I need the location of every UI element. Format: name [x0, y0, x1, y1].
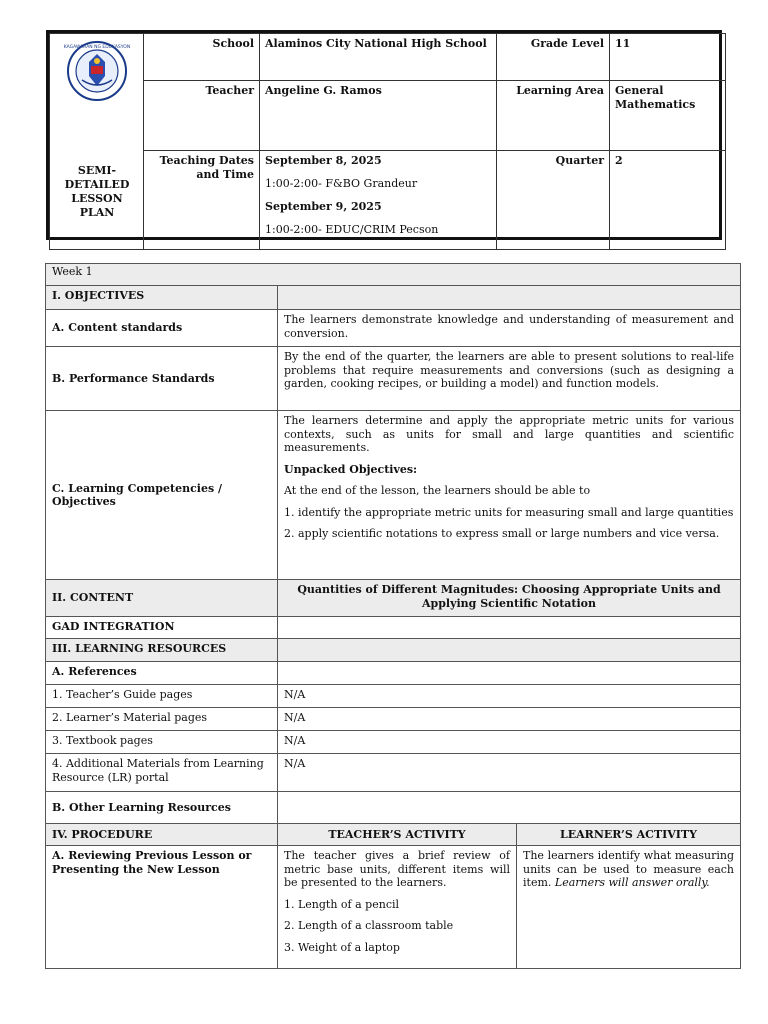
- content-topic: Quantities of Different Magnitudes: Choosing Appropriate Units and Applying Scientific Notation: [278, 580, 741, 617]
- review-item-2: 2. Length of a classroom table: [284, 919, 454, 932]
- teaching-dates-value: [260, 151, 497, 250]
- content-label: II. CONTENT: [46, 580, 278, 617]
- learner-activity-header: LEARNER’S ACTIVITY: [517, 824, 741, 846]
- time-1: 1:00-2:00- F&BO Grandeur: [265, 177, 418, 190]
- other-resources-label: B. Other Learning Resources: [46, 792, 278, 824]
- review-item-3: 3. Weight of a laptop: [284, 940, 400, 954]
- content-standards-label: A. Content standards: [46, 310, 278, 347]
- school-label: School: [144, 34, 260, 81]
- week-label: Week 1: [52, 265, 93, 278]
- unpacked-intro: At the end of the lesson, the learners should be able to: [284, 484, 591, 497]
- review-learner-text: The learners identify what measuring units can be used to measure each item.: [523, 849, 735, 889]
- deped-seal-logo: [58, 40, 136, 102]
- date-1: September 8, 2025: [265, 154, 382, 167]
- quarter-label: Quarter: [497, 151, 610, 250]
- teachers-guide-label: 1. Teacher’s Guide pages: [46, 685, 278, 708]
- competencies-cell: [278, 411, 741, 580]
- additional-materials-label: 4. Additional Materials from Learning Resource (LR) portal: [46, 754, 278, 792]
- references-label: A. References: [46, 662, 278, 685]
- textbook-pages-value: N/A: [278, 731, 741, 754]
- grade-level-label: Grade Level: [497, 34, 610, 81]
- other-resources-value: [278, 792, 741, 824]
- performance-standards-text: By the end of the quarter, the learners are able to present solutions to real-life problems that require measurements and conversions (such as designing a garden, cooking recipes, or building a model) and function models.: [278, 347, 741, 411]
- logo-cell: [50, 34, 144, 250]
- performance-standards-label: B. Performance Standards: [46, 347, 278, 411]
- learning-resources-blank: [278, 639, 741, 662]
- time-2: 1:00-2:00- EDUC/CRIM Pecson: [265, 223, 439, 236]
- gad-integration-value: [278, 617, 741, 639]
- review-learner-italic: Learners will answer orally.: [554, 876, 710, 889]
- competencies-label: C. Learning Competencies / Objectives: [46, 411, 278, 580]
- teacher-value: Angeline G. Ramos: [260, 81, 497, 151]
- learners-material-label: 2. Learner’s Material pages: [46, 708, 278, 731]
- teachers-guide-value: N/A: [278, 685, 741, 708]
- review-learner-cell: [517, 846, 741, 969]
- gad-integration-label: GAD INTEGRATION: [46, 617, 278, 639]
- procedure-label: IV. PROCEDURE: [46, 824, 278, 846]
- quarter-value: 2: [610, 151, 726, 250]
- unpacked-heading: Unpacked Objectives:: [284, 462, 418, 476]
- plan-title: SEMI- DETAILED LESSON PLAN: [64, 164, 130, 219]
- competencies-text: The learners determine and apply the appropriate metric units for various contexts, such as units for small and large quantities and scientific measurements.: [284, 414, 735, 454]
- review-item-1: 1. Length of a pencil: [284, 897, 400, 911]
- lesson-plan-table: [45, 263, 740, 969]
- teacher-label: Teacher: [144, 81, 260, 151]
- svg-text:KAGAWARAN NG EDUKASYON: KAGAWARAN NG EDUKASYON: [63, 45, 131, 50]
- review-lesson-label: A. Reviewing Previous Lesson or Presenting the New Lesson: [46, 846, 278, 969]
- week-row: [46, 264, 741, 286]
- learners-material-value: N/A: [278, 708, 741, 731]
- learning-area-label: Learning Area: [497, 81, 610, 151]
- school-value: Alaminos City National High School: [260, 34, 497, 81]
- unpacked-objective-2: 2. apply scientific notations to express small or large numbers and vice versa.: [284, 527, 720, 540]
- teaching-dates-label: Teaching Dates and Time: [144, 151, 260, 250]
- teacher-activity-header: TEACHER’S ACTIVITY: [278, 824, 517, 846]
- unpacked-objective-1: 1. identify the appropriate metric units for measuring small and large quantities: [284, 505, 734, 519]
- textbook-pages-label: 3. Textbook pages: [46, 731, 278, 754]
- additional-materials-value: N/A: [278, 754, 741, 792]
- content-standards-text: The learners demonstrate knowledge and understanding of measurement and conversion.: [278, 310, 741, 347]
- objectives-heading-blank: [278, 286, 741, 310]
- review-teacher-cell: [278, 846, 517, 969]
- objectives-heading: I. OBJECTIVES: [46, 286, 278, 310]
- learning-resources-label: III. LEARNING RESOURCES: [46, 639, 278, 662]
- grade-level-value: 11: [610, 34, 726, 81]
- references-value: [278, 662, 741, 685]
- review-teacher-text: The teacher gives a brief review of metric base units, different items will be presented to the learners.: [284, 849, 510, 889]
- learning-area-value: General Mathematics: [610, 81, 726, 151]
- date-2: September 9, 2025: [265, 200, 382, 213]
- header-block: [46, 30, 722, 240]
